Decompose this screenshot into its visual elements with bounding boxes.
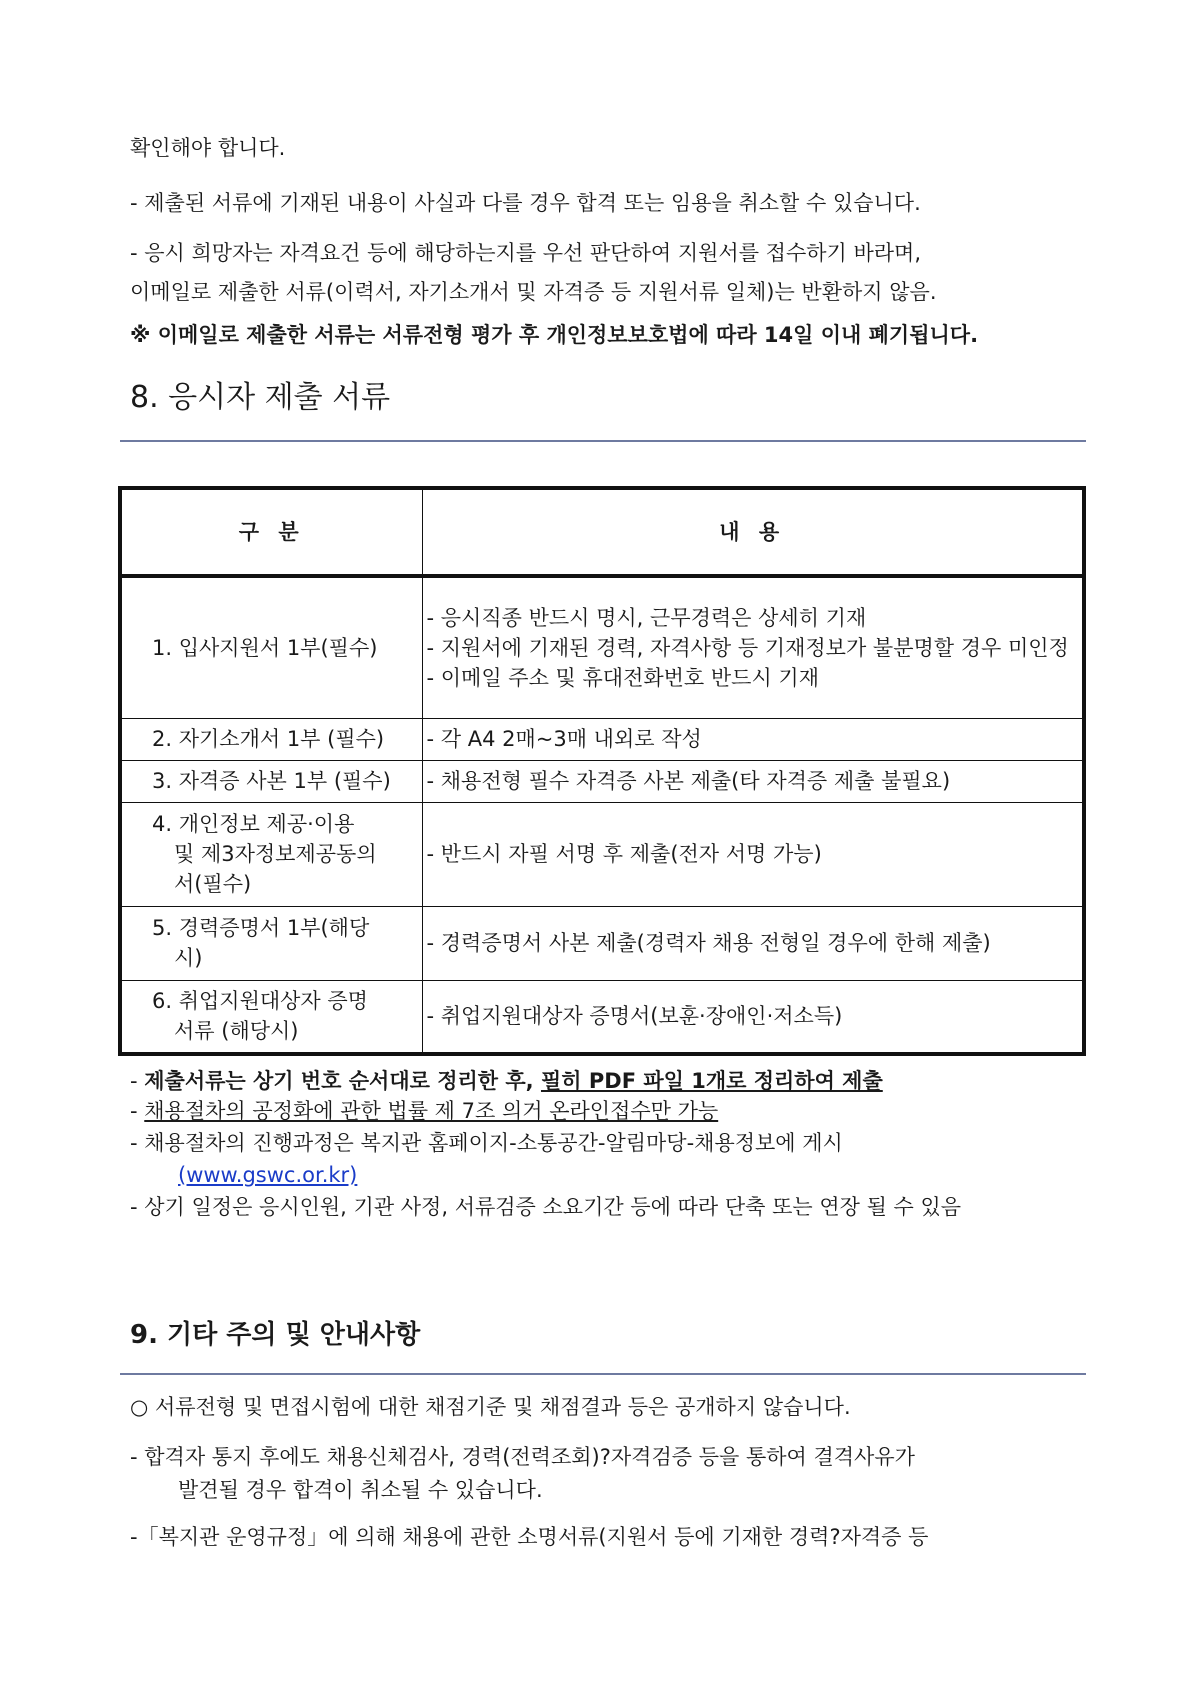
table-row (120, 576, 1084, 718)
note-line: - 상기 일정은 응시인원, 기관 사정, 서류검증 소요기간 등에 따라 단축 또는 연장 될 수 있음 (130, 1195, 962, 1219)
content-item: - 이메일 주소 및 휴대전화번호 반드시 기재 (426, 665, 819, 690)
note-line (130, 1096, 718, 1126)
note-prefix: - (130, 1069, 145, 1093)
row-content (422, 906, 1084, 980)
section-9-line: 발견될 경우 합격이 취소될 수 있습니다. (178, 1478, 543, 1502)
table-row (120, 802, 1084, 906)
section-8-title: 8. 응시자 제출 서류 (130, 380, 391, 415)
content-item: - 응시직종 반드시 명시, 근무경력은 상세히 기재 (426, 605, 867, 630)
row-content (422, 760, 1084, 802)
row-category (120, 718, 422, 760)
row-content (422, 802, 1084, 906)
section-9-line: ○ 서류전형 및 면접시험에 대한 채점기준 및 채점결과 등은 공개하지 않습니다. (130, 1395, 851, 1419)
category-text: 1. 입사지원서 1부(필수) (152, 635, 378, 660)
category-text: 서류 (해당시) (174, 1019, 299, 1044)
content-item: - 채용전형 필수 자격증 사본 제출(타 자격증 제출 불필요) (426, 769, 951, 793)
table-header-row (120, 488, 1084, 576)
note-underlined-text: 채용절차의 공정화에 관한 법률 제 7조 의거 온라인접수만 가능 (144, 1099, 719, 1123)
disposal-notice: ※ 이메일로 제출한 서류는 서류전형 평가 후 개인정보보호법에 따라 14일 이내 폐기됩니다. (130, 323, 979, 347)
category-text: 5. 경력증명서 1부(해당 (152, 916, 370, 940)
content-item: - 지원서에 기재된 경력, 자격사항 등 기재정보가 불분명할 경우 미인정 (426, 635, 1069, 660)
category-text: 6. 취업지원대상자 증명 (152, 989, 368, 1014)
table-row (120, 906, 1084, 980)
intro-line: - 제출된 서류에 기재된 내용이 사실과 다를 경우 합격 또는 임용을 취소할 수 있습니다. (130, 191, 921, 215)
header-category: 구 분 (120, 488, 422, 576)
note-prefix: - (130, 1099, 145, 1123)
row-category (120, 980, 422, 1054)
table-row (120, 980, 1084, 1054)
content-item: - 반드시 자필 서명 후 제출(전자 서명 가능) (426, 842, 822, 866)
note-emphasis: 필히 PDF 파일 1개로 정리하여 제출 (540, 1069, 883, 1093)
website-link-text[interactable]: (www.gswc.or.kr) (178, 1163, 358, 1187)
table-row (120, 760, 1084, 802)
content-item: - 각 A4 2매~3매 내외로 작성 (426, 727, 702, 751)
section-9-title: 9. 기타 주의 및 안내사항 (130, 1320, 421, 1350)
row-category (120, 802, 422, 906)
website-link[interactable] (178, 1160, 357, 1190)
section-divider (120, 440, 1086, 442)
category-text: 2. 자기소개서 1부 (필수) (152, 727, 385, 751)
category-text: 서(필수) (174, 872, 252, 896)
required-documents-table (118, 486, 1086, 1056)
category-text: 및 제3자정보제공동의 (174, 842, 377, 866)
table-row (120, 718, 1084, 760)
content-item: - 취업지원대상자 증명서(보훈·장애인·저소득) (426, 1004, 843, 1029)
header-content: 내 용 (422, 488, 1084, 576)
category-text: 시) (174, 946, 203, 970)
note-line: - 채용절차의 진행과정은 복지관 홈페이지-소통공간-알림마당-채용정보에 게시 (130, 1131, 843, 1155)
row-category (120, 576, 422, 718)
row-content (422, 718, 1084, 760)
intro-line: 이메일로 제출한 서류(이력서, 자기소개서 및 자격증 등 지원서류 일체)는 반환하지 않음. (130, 280, 937, 304)
intro-line: 확인해야 합니다. (130, 136, 286, 160)
intro-line: - 응시 희망자는 자격요건 등에 해당하는지를 우선 판단하여 지원서를 접수하기 바라며, (130, 241, 922, 265)
section-9-line: -「복지관 운영규정」에 의해 채용에 관한 소명서류(지원서 등에 기재한 경력?자격증 등 (130, 1525, 929, 1549)
note-line (130, 1066, 883, 1096)
content-item: - 경력증명서 사본 제출(경력자 채용 전형일 경우에 한해 제출) (426, 931, 991, 955)
row-content (422, 576, 1084, 718)
row-category (120, 906, 422, 980)
category-text: 3. 자격증 사본 1부 (필수) (152, 769, 391, 793)
category-text: 4. 개인정보 제공·이용 (152, 812, 355, 836)
row-content (422, 980, 1084, 1054)
section-9-line: - 합격자 통지 후에도 채용신체검사, 경력(전력조회)?자격검증 등을 통하여 결격사유가 (130, 1445, 915, 1469)
note-bold-text: 제출서류는 상기 번호 순서대로 정리한 후, (144, 1069, 541, 1093)
section-divider (120, 1373, 1086, 1375)
row-category (120, 760, 422, 802)
